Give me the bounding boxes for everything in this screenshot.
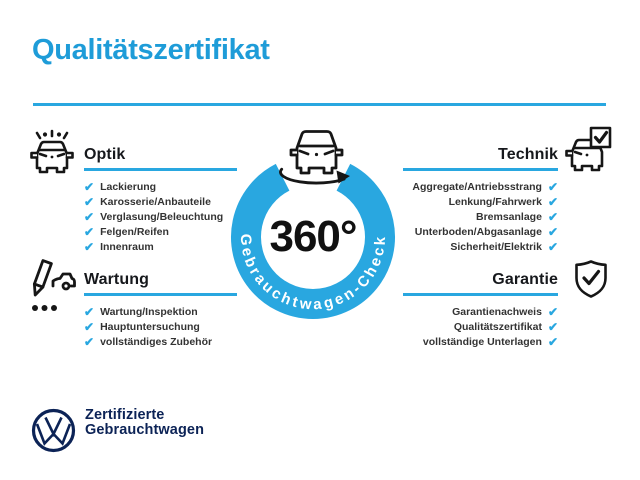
section-underline-wartung [84,293,237,296]
checklist-item: Bremsanlage ✔ [475,209,558,224]
section-heading-wartung: Wartung [84,271,149,288]
check-icon: ✔ [547,224,558,239]
section-heading-optik: Optik [84,146,126,163]
check-icon: ✔ [84,304,95,319]
garantie-checklist [423,304,558,349]
checklist-item: Sicherheit/Elektrik ✔ [450,239,558,254]
checklist-item: Aggregate/Antriebsstrang ✔ [412,179,558,194]
check-icon: ✔ [547,179,558,194]
rotation-arrow [280,169,344,183]
checklist-item: ✔ Karosserie/Anbauteile [84,194,211,209]
brand-claim-line1: Zertifizierte [85,407,165,423]
section-underline-technik [403,168,558,171]
checklist-item: Lenkung/Fahrwerk ✔ [448,194,558,209]
check-icon: ✔ [547,194,558,209]
ring-label: Gebrauchtwagen-Check [236,233,390,314]
shield-check-icon [572,258,610,300]
checklist-item: ✔ Felgen/Reifen [84,224,169,239]
badge-360-check [225,118,401,324]
pencil-car-icon [27,259,77,317]
section-heading-garantie: Garantie [492,271,558,288]
brand-claim [85,408,204,438]
checklist-item: ✔ Innenraum [84,239,154,254]
shining-car-icon [29,129,75,177]
check-icon: ✔ [84,179,95,194]
vw-logo-icon [31,408,76,453]
check-icon: ✔ [84,194,95,209]
check-icon: ✔ [84,239,95,254]
brand-claim-line2: Gebrauchtwagen [85,422,205,438]
checklist-item: Qualitätszertifikat ✔ [453,319,558,334]
page-title: Qualitätszertifikat [32,34,270,66]
title-divider [33,103,606,106]
technik-checklist [412,179,558,254]
section-heading-technik: Technik [498,146,558,163]
checklist-item: ✔ Hauptuntersuchung [84,319,200,334]
check-icon: ✔ [84,319,95,334]
checklist-item: ✔ Lackierung [84,179,157,194]
check-icon: ✔ [84,224,95,239]
checklist-item: Garantienachweis ✔ [452,304,558,319]
check-icon: ✔ [547,319,558,334]
wartung-checklist [84,304,212,349]
optik-checklist [84,179,223,254]
check-icon: ✔ [547,209,558,224]
checklist-item: ✔ Wartung/Inspektion [84,304,198,319]
check-icon: ✔ [547,239,558,254]
car-checkbox-icon [564,126,614,176]
degree-label: 360° [269,212,357,261]
check-icon: ✔ [84,209,95,224]
checklist-item: ✔ vollständiges Zubehör [84,334,213,349]
section-underline-garantie [403,293,558,296]
checklist-item: vollständige Unterlagen ✔ [422,334,558,349]
checklist-item: Unterboden/Abgasanlage ✔ [414,224,558,239]
check-icon: ✔ [547,334,558,349]
checklist-item: ✔ Verglasung/Beleuchtung [84,209,224,224]
car-360-icon [291,132,342,174]
check-icon: ✔ [84,334,95,349]
check-icon: ✔ [547,304,558,319]
section-underline-optik [84,168,237,171]
